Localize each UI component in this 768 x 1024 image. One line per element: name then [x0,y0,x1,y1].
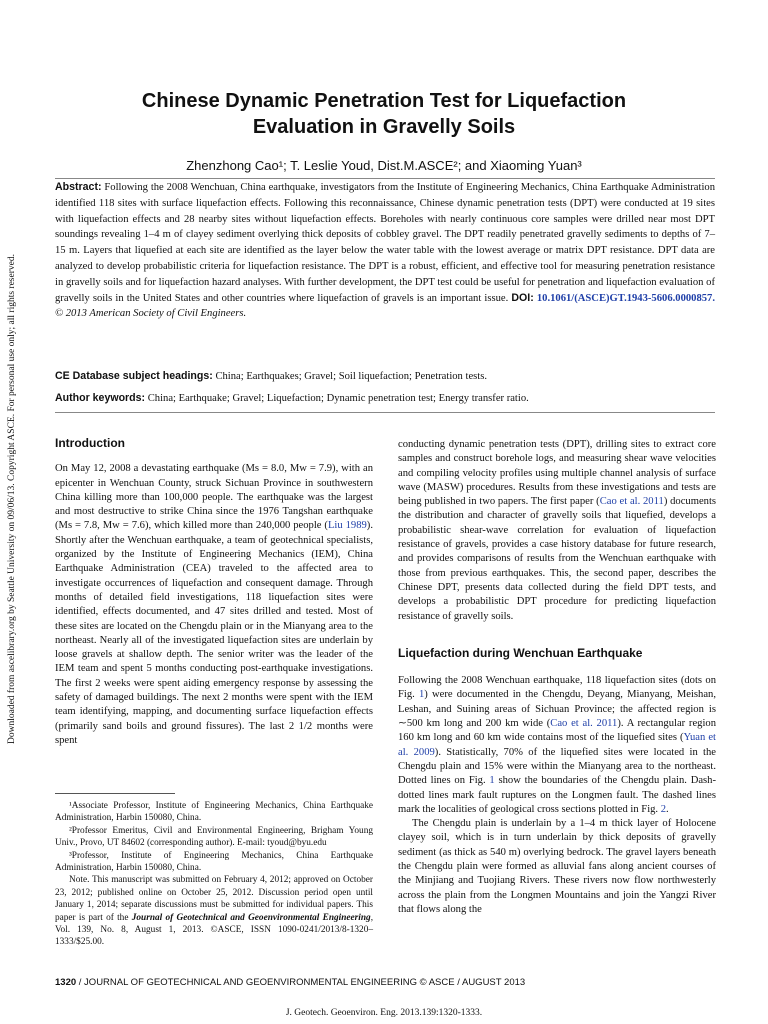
liquefaction-paragraph-2: The Chengdu plain is underlain by a 1–4 m thick layer of Holocene clayey soil, which is in turn underlain by thick deposits of gravelly sediment (as thick as 540 m) overlying bedrock. The gravel layers beneath the Chengdu plain were formed as alluvial fans along ancient courses of the Minjiang and Tuojiang Rivers. These rivers now flow northwesterly across the plain from the Longmen Mountains and join the Yangzi River that flows along the [398,818,716,915]
cite-cao-2011[interactable]: Cao et al. 2011 [599,496,664,508]
abstract-body: Following the 2008 Wenchuan, China earthquake, investigators from the Institute of Engineering Mechanics, China Earthquake Administration identified 118 sites with surface liquefaction effects. Following this reconnaissance, Chinese dynamic penetration tests (DPT) were conducted at 19 sites with liquefaction effects and 28 nearby sites without liquefaction effects. Boreholes with nearly continuous core samples were drilled near most DPT soundings revealing 1–4 m of clayey sediment overlying thick deposits of cobbley gravel. The DPT readily penetrated gravelly sediments to depths of 7–15 m. Layers that liquefied at each site are identified as the layer below the water table with the lowest average or matrix DPT resistance. DPT data are analyzed to develop probabilistic criteria for liquefaction resistance. The DPT is a robust, efficient, and effective tool for measuring penetration resistance in gravelly soils and for liquefaction hazard analyses. With further development, the DPT test could be useful for penetration and liquefaction evaluation of gravelly soils in the United States and other countries where liquefaction of gravels is an important issue. [55,182,715,304]
citation-footer: J. Geotech. Geoenviron. Eng. 2013.139:1320-1333. [285,1008,483,1018]
keywords-divider [55,412,715,413]
intro-paragraph [55,462,373,748]
title-line-2: Evaluation in Gravelly Soils [252,116,516,138]
liq-text-c: ). A rectangular region 160 km long and 60 km wide contains most of the liquefied sites ( [398,718,716,744]
liq-text-d: ). Statistically, 70% of the liquefied sites were located in the Chengdu plain and 15% were within the Mianyang area to the northeast. Dotted lines on Fig. [398,746,716,787]
author-keywords-text: China; Earthquake; Gravel; Liquefaction; Dynamic penetration test; Energy transfer ratio. [147,393,529,404]
left-column [55,436,373,748]
footnotes [55,800,373,949]
cite-yuan-2009[interactable]: Yuan et al. 2009 [398,732,716,758]
cite-cao-2011-b[interactable]: Cao et al. 2011 [550,718,618,730]
liquefaction-paragraph-1 [398,674,716,817]
abstract [55,180,715,322]
right-text-a: conducting dynamic penetration tests (DPT), drilling sites to extract core samples and construct borehole logs, and measuring shear wave velocities and compiling velocity profiles using multiple channel analysis of surface wave (MASW) procedures. Results from these investigations and tests are being published in two papers. The first paper ( [398,439,716,508]
doi-label: DOI: [511,291,534,304]
footnote-3: ³Professor, Institute of Engineering Mechanics, China Earthquake Administration, Harbin 150080, China. [55,850,373,874]
doi-link[interactable]: 10.1061/(ASCE)GT.1943-5606.0000857. [536,292,715,304]
top-divider [55,178,715,179]
download-sidebar-note: Downloaded from ascelibrary.org by Seattle University on 09/06/13. Copyright ASCE. For personal use only; all rights reserved. [7,254,17,744]
author-keywords-label: Author keywords: [55,392,146,404]
ce-headings-label: CE Database subject headings: [55,370,213,382]
journal-footer: / JOURNAL OF GEOTECHNICAL AND GEOENVIRONMENTAL ENGINEERING © ASCE / AUGUST 2013 [76,977,526,988]
fig-1-link[interactable]: 1 [418,689,425,701]
note-text: Note. This manuscript was submitted on February 4, 2012; approved on October 23, 2012; published online on October 25, 2012. Discussion period open until January 1, 2014; separate discussions must be submitted for individual papers. This paper is part of the [55,875,373,923]
intro-text: On May 12, 2008 a devastating earthquake (Ms = 8.0, Mw = 7.9), with an epicenter in Wenchuan County, struck Sichuan Province in southwestern China killing more than 100,000 people. The earthquake was the largest and most destructive to strike China since the 1976 Tangshan earthquake (Ms = 7.8, Mw = 7.6), which killed more than 240,000 people ( [55,463,373,532]
intro-text-rest: ). Shortly after the Wenchuan earthquake, a team of geotechnical specialists, organized by the Institute of Engineering Mechanics (IEM), China Earthquake Administration (CEA) traveled to the affected area to investigate occurrences of liquefaction and consequent damage. Through months of detailed field investigations, 118 liquefaction sites were identified, effects documented, and 47 sites drilled and tested. Most of these sites are located on the Chengdu plain or in the Mianyang area to the northeast. Nearly all of the investigated liquefaction sites are underlain by loose gravels at shallow depth. The senior writer was the leader of the IEM team and spent 5 months conducting post-earthquake investigations. The first 2 weeks were spent aiding emergency response by assessing the safety of damaged buildings. The next 2 months were spent with the IEM team identifying, mapping, and documenting surface liquefaction effects (primarily sand boils and ground fissures). The last 2 1/2 months were spent [55,520,373,746]
footnote-divider [55,793,175,794]
paper-title [60,88,708,140]
note-text-rest: , Vol. 139, No. 8, August 1, 2013. ©ASCE, ISSN 1090-0241/2013/8-1320–1333/$25.00. [55,912,374,948]
liq-text-a: Following the 2008 Wenchuan earthquake, 118 liquefaction sites (dots on Fig. [398,675,716,701]
fig-1-link-b[interactable]: 1 [489,775,495,787]
journal-name: Journal of Geotechnical and Geoenvironmental Engineering [131,912,371,923]
author-keywords [55,391,715,406]
right-text-b: ) documents the distribution and character of gravelly soils that liquefied, develops a probabilistic shear-wave correlation for evaluation of liquefaction resistance of gravels, provides a case history database for future research, and provides comparisons of results from the Wenchuan earthquake with those from previous earthquakes. This, the second paper, describes the Chinese DPT, presents data collected during the field DPT tests, and develops a probabilistic DPT procedure for predicting liquefaction resistance of gravelly soils. [398,496,717,622]
abstract-label: Abstract: [55,181,102,193]
page-number: 1320 [55,977,77,988]
page-footer [55,977,525,988]
liq-text-b: ) were documented in the Chengdu, Deyang, Mianyang, Meishan, Leshan, and Suining areas of Sichuan Province; the affected region is ∼500 km long and 200 km wide ( [398,689,716,730]
footnote-2: ²Professor Emeritus, Civil and Environmental Engineering, Brigham Young Univ., Provo, UT 84602 (corresponding author). E-mail: tyoud@byu.edu [55,825,373,849]
liquefaction-heading: Liquefaction during Wenchuan Earthquake [398,645,643,660]
ce-headings-text: China; Earthquakes; Gravel; Soil liquefaction; Penetration tests. [215,371,487,382]
liq-text-f: . [666,803,669,815]
submission-note [55,874,373,948]
liq-text-e: show the boundaries of the Chengdu plain. Dash-dotted lines mark fault ruptures on the Longmen fault. The dashed lines mark the localities of geological cross sections plotted in Fig. [398,775,716,815]
title-line-1: Chinese Dynamic Penetration Test for Liquefaction [141,90,627,112]
cite-liu-1989[interactable]: Liu 1989 [327,520,367,532]
copyright-note: © 2013 American Society of Civil Engineers. [55,308,247,320]
ce-database-headings [55,369,715,384]
fig-2-link[interactable]: 2 [660,803,667,815]
footnote-1: ¹Associate Professor, Institute of Engineering Mechanics, China Earthquake Administration, Harbin 150080, China. [55,801,373,824]
right-paragraph-continued [398,438,716,624]
introduction-heading: Introduction [55,436,125,450]
author-list: Zhenzhong Cao¹; T. Leslie Youd, Dist.M.ASCE²; and Xiaoming Yuan³ [186,158,582,173]
right-column [398,438,716,917]
